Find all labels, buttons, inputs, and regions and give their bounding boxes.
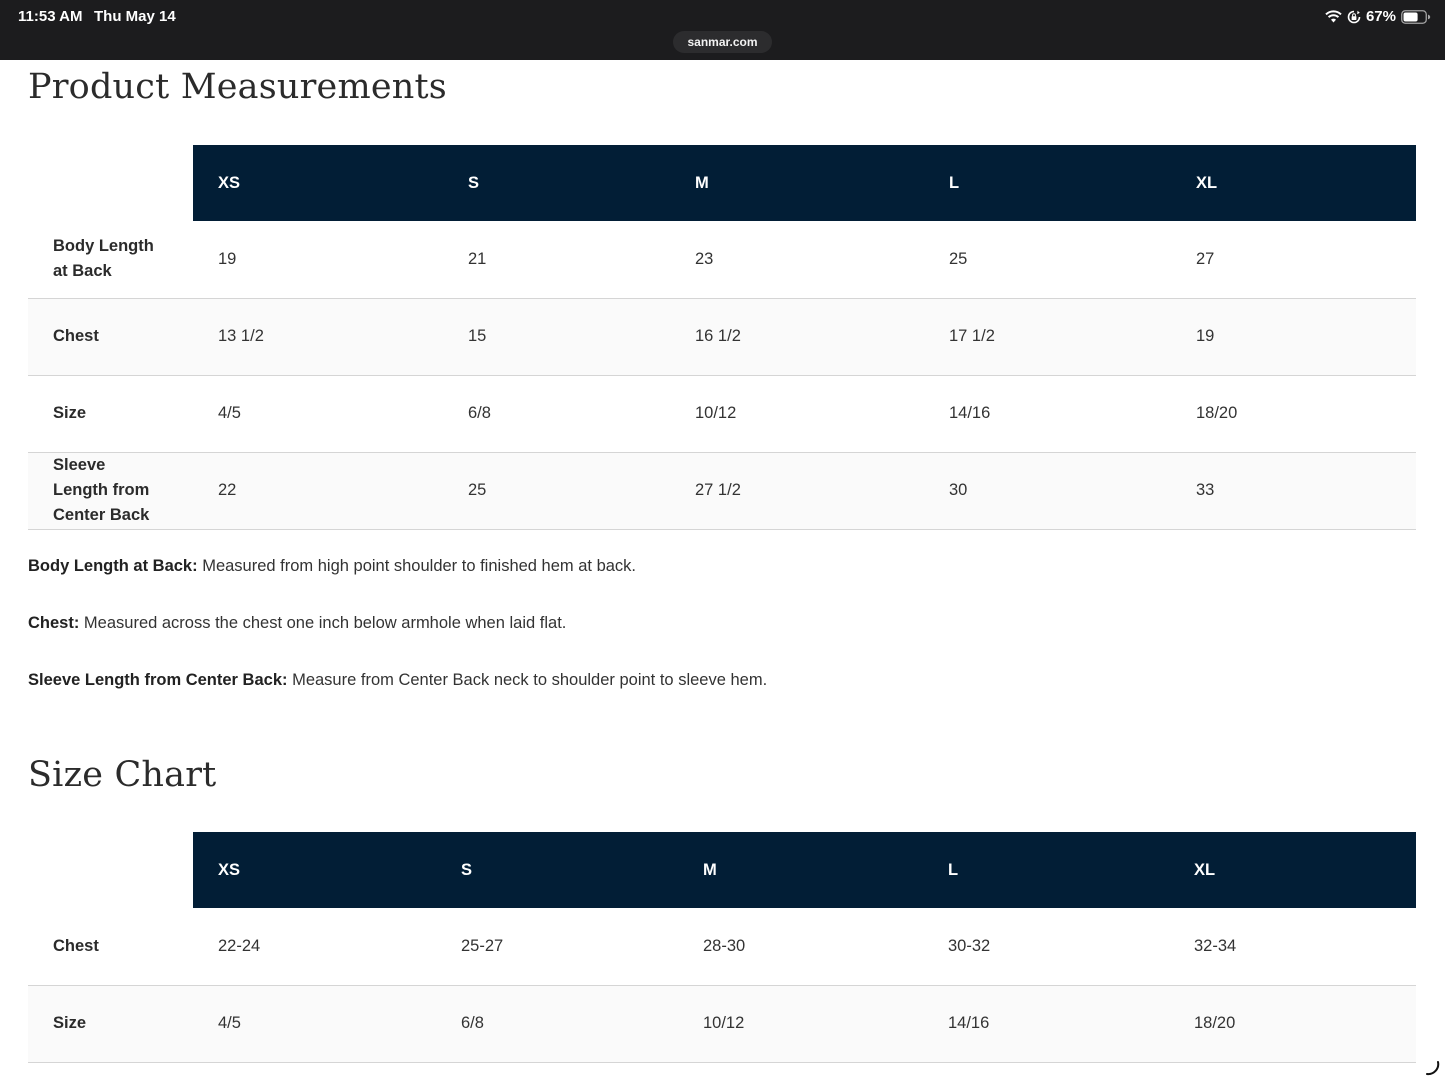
table-cell: 21: [468, 249, 487, 268]
wifi-icon: [1325, 10, 1342, 23]
table-cell: 14/16: [949, 404, 991, 422]
table-corner-cell: [28, 145, 193, 221]
measurements-title: Product Measurements: [28, 67, 447, 107]
row-label: Body Length at Back: [53, 237, 154, 281]
table-row: [28, 221, 1416, 298]
size-header-xs: XS: [193, 832, 436, 908]
definition-sleeve-length: [28, 671, 767, 690]
table-cell: 23: [695, 249, 714, 268]
status-indicators: [1325, 8, 1431, 25]
definition-body-length: [28, 557, 767, 576]
table-cell: 30-32: [948, 936, 991, 955]
size-header-l: L: [923, 832, 1169, 908]
size-header-xs: XS: [193, 145, 443, 221]
resize-corner-icon: [1424, 1060, 1440, 1081]
size-header-xl: XL: [1171, 145, 1416, 221]
definition-term: Sleeve Length from Center Back:: [28, 671, 288, 689]
table-row: [28, 375, 1416, 452]
definition-chest: [28, 614, 767, 633]
definition-term: Body Length at Back:: [28, 557, 198, 575]
size-header-l: L: [924, 145, 1171, 221]
table-cell: 27 1/2: [695, 481, 741, 499]
table-cell: 15: [468, 327, 487, 345]
table-cell: 17 1/2: [949, 327, 995, 345]
table-cell: 32-34: [1194, 936, 1237, 955]
table-cell: 19: [218, 249, 237, 268]
row-label: Size: [53, 1014, 87, 1032]
size-header-m: M: [678, 832, 923, 908]
row-label: Sleeve Length from Center Back: [53, 456, 150, 524]
table-cell: 18/20: [1196, 404, 1238, 422]
measurement-definitions: [28, 557, 767, 728]
size-header-xl: XL: [1169, 832, 1416, 908]
size-chart-table: [28, 832, 1416, 1063]
table-cell: 25: [949, 249, 968, 268]
table-cell: 30: [949, 481, 968, 499]
table-row: [28, 298, 1416, 375]
table-cell: 6/8: [468, 404, 491, 422]
size-header-s: S: [443, 145, 670, 221]
definition-text: Measured from high point shoulder to finished hem at back.: [197, 557, 637, 575]
table-cell: 10/12: [703, 1014, 745, 1032]
row-label: Chest: [53, 936, 99, 955]
measurements-table: [28, 145, 1416, 530]
definition-term: Chest:: [28, 614, 80, 632]
status-bar: [0, 0, 1445, 60]
size-header-m: M: [670, 145, 924, 221]
battery-icon: [1401, 10, 1431, 24]
table-cell: 28-30: [703, 936, 746, 955]
size-header-s: S: [436, 832, 678, 908]
definition-text: Measure from Center Back neck to shoulder point to sleeve hem.: [287, 671, 768, 689]
table-cell: 19: [1196, 327, 1215, 345]
table-corner-cell: [28, 832, 193, 908]
table-cell: 25: [468, 481, 487, 499]
table-cell: 22: [218, 481, 237, 499]
row-label: Chest: [53, 327, 99, 345]
table-row: [28, 452, 1416, 529]
row-label: Size: [53, 404, 87, 422]
table-cell: 33: [1196, 481, 1215, 499]
table-cell: 10/12: [695, 404, 737, 422]
table-cell: 13 1/2: [218, 327, 264, 345]
status-date: Thu May 14: [94, 8, 176, 25]
table-cell: 4/5: [218, 1014, 241, 1032]
table-cell: 18/20: [1194, 1014, 1236, 1032]
table-cell: 16 1/2: [695, 327, 741, 345]
table-cell: 14/16: [948, 1014, 990, 1032]
status-time: 11:53 AM: [18, 8, 83, 25]
table-cell: 25-27: [461, 936, 504, 955]
table-cell: 22-24: [218, 936, 261, 955]
url-bar[interactable]: sanmar.com: [673, 31, 772, 53]
definition-text: Measured across the chest one inch below armhole when laid flat.: [79, 614, 567, 632]
battery-percent: 67%: [1365, 8, 1396, 25]
size-chart-title: Size Chart: [28, 755, 217, 795]
table-row: [28, 985, 1416, 1062]
orientation-lock-icon: [1347, 10, 1361, 24]
table-cell: 4/5: [218, 404, 241, 422]
table-cell: 27: [1196, 249, 1215, 268]
table-row: [28, 908, 1416, 985]
table-cell: 6/8: [461, 1014, 484, 1032]
